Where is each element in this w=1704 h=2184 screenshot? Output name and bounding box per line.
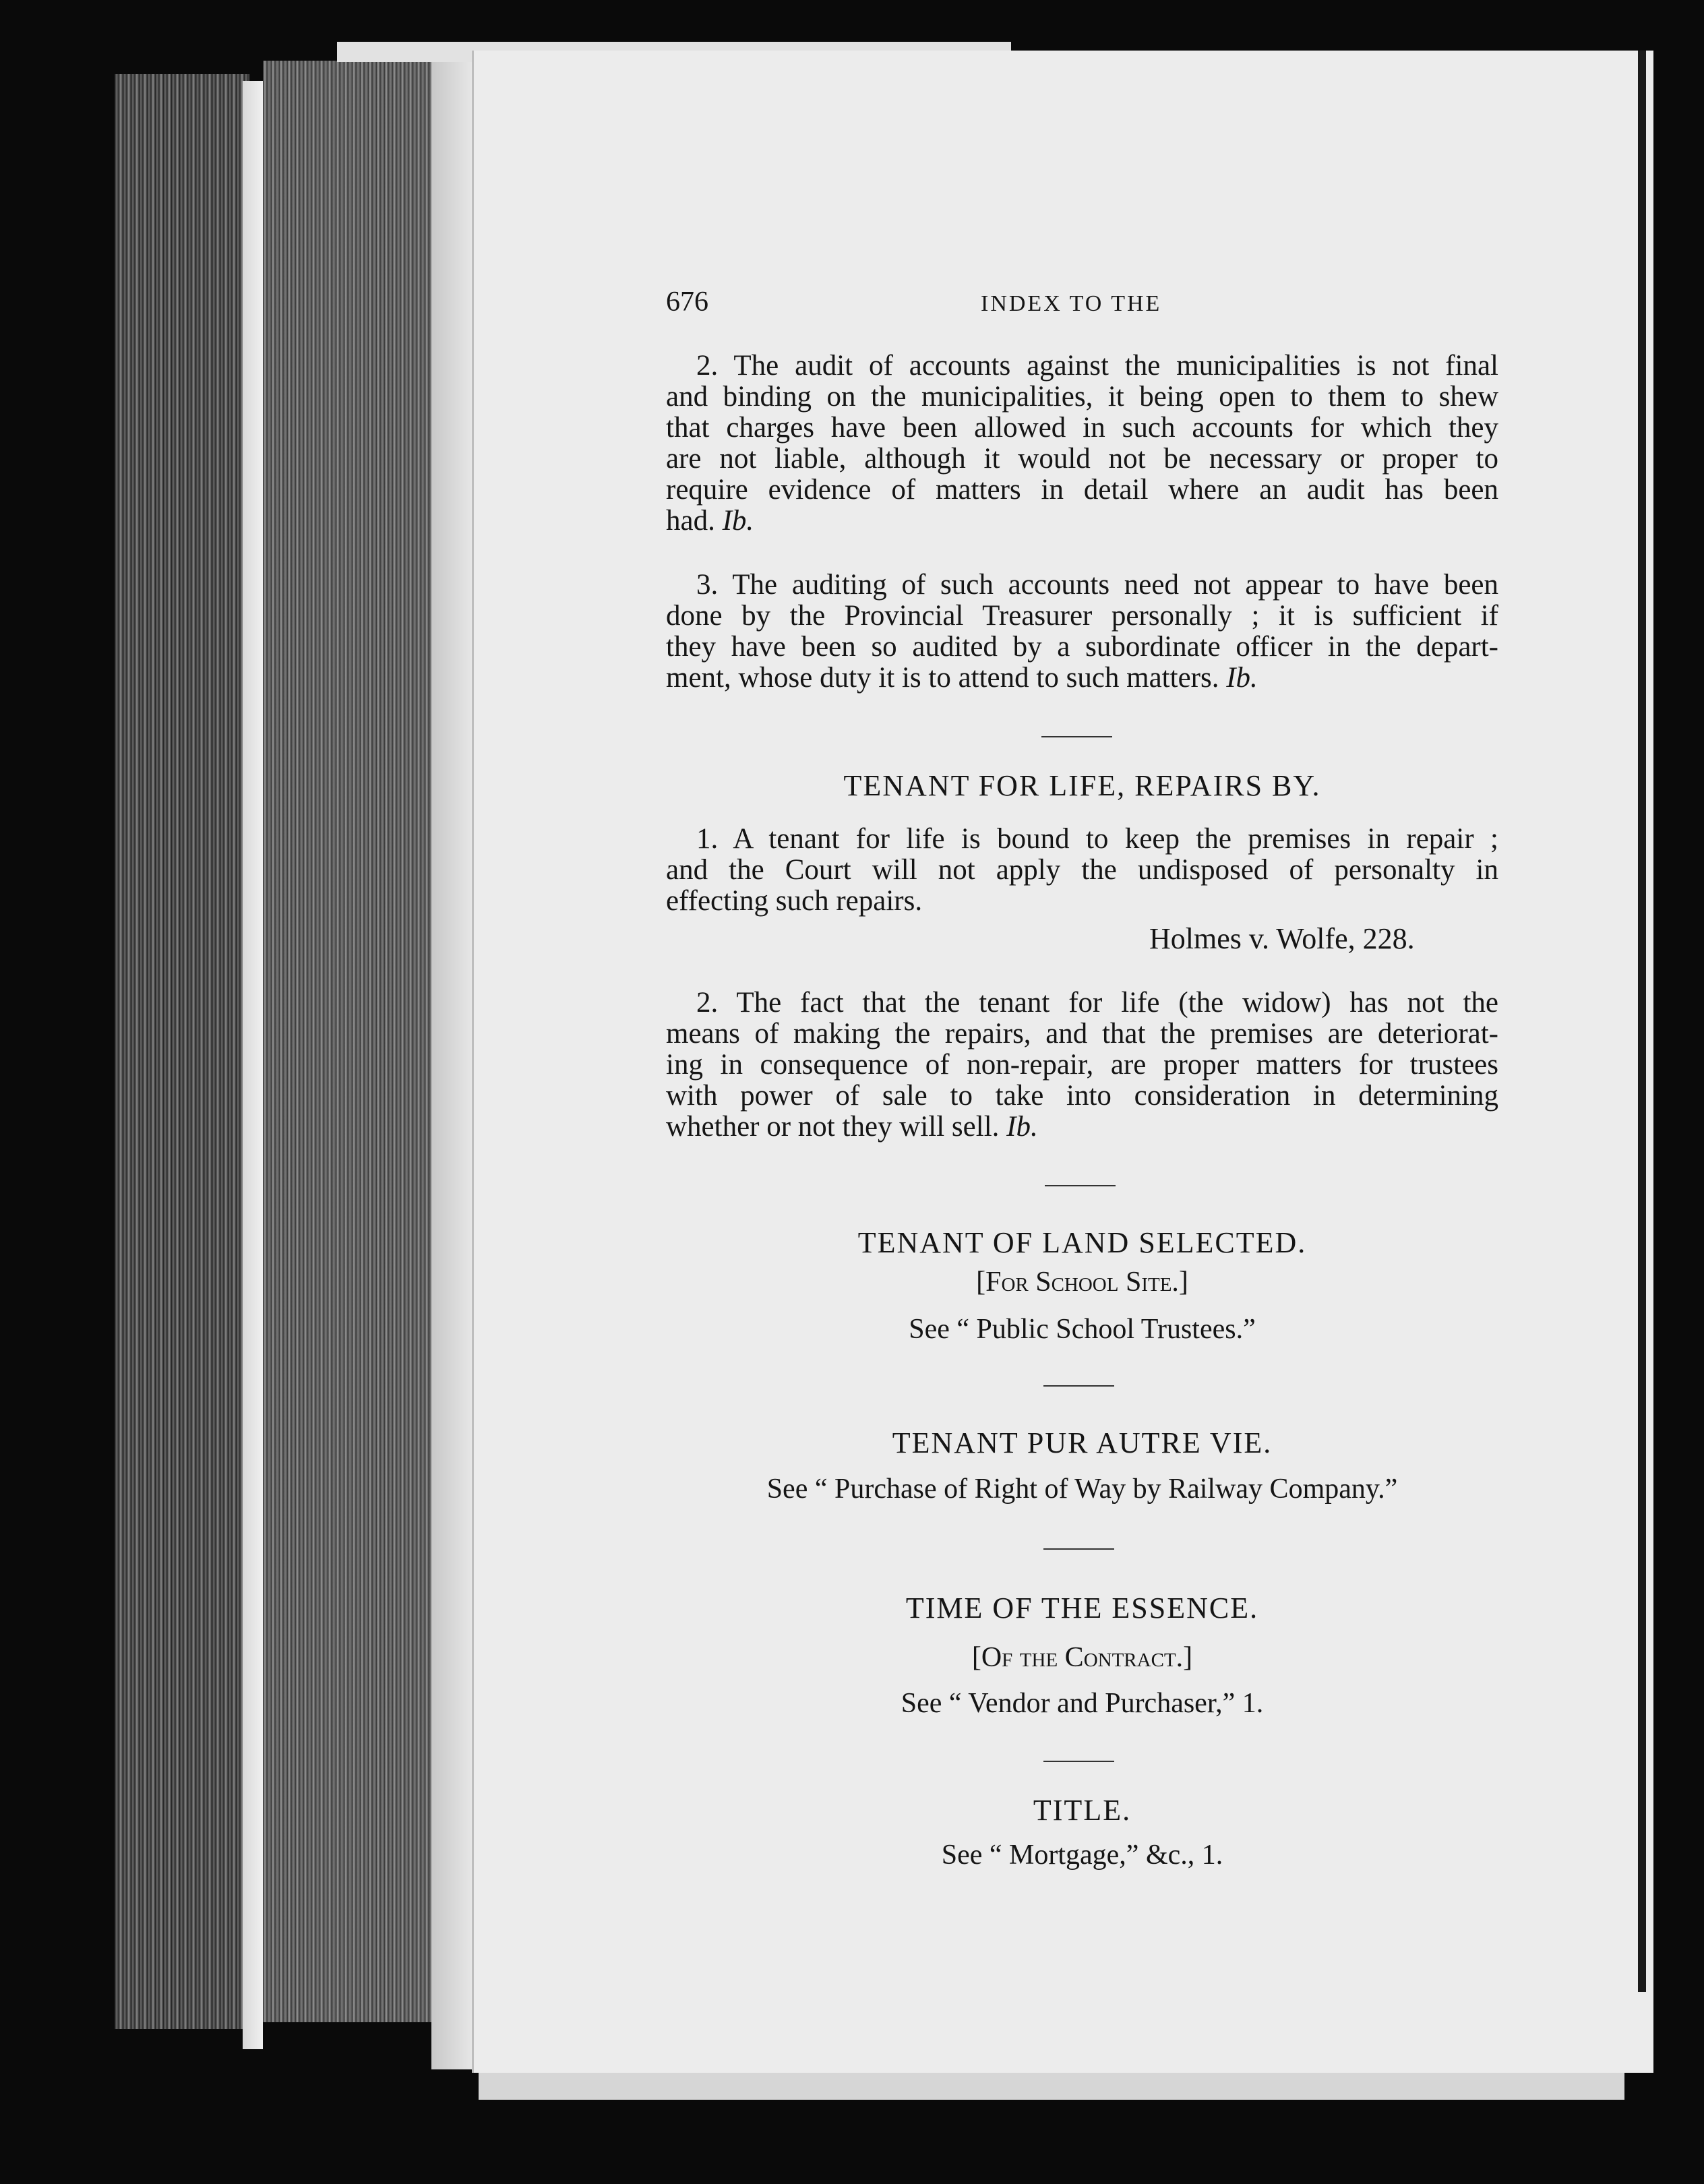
paragraph-audit-3 xyxy=(666,570,1498,694)
text-line: that charges have been allowed in such accounts for which they xyxy=(666,412,1498,444)
cross-reference: See “ Mortgage,” &c., 1. xyxy=(941,1840,1223,1871)
paragraph-audit-2 xyxy=(666,351,1498,537)
running-title: INDEX TO THE xyxy=(981,291,1162,316)
text-line: are not liable, although it would not be necessary or proper to xyxy=(666,443,1498,475)
text-line: had. Ib. xyxy=(666,505,754,537)
cross-reference: See “ Purchase of Right of Way by Railway Company.” xyxy=(766,1474,1398,1505)
text-line: effecting such repairs. xyxy=(666,885,923,917)
text-line: ment, whose duty it is to attend to such matters. Ib. xyxy=(666,662,1258,694)
text-line: and binding on the municipalities, it being open to them to shew xyxy=(666,381,1498,413)
text-line: 1. A tenant for life is bound to keep the premises in repair ; xyxy=(696,823,1498,855)
text-line: with power of sale to take into consideration in determining xyxy=(666,1080,1498,1112)
entry-heading: TENANT PUR AUTRE VIE. xyxy=(892,1426,1273,1459)
text-line: whether or not they will sell. Ib. xyxy=(666,1111,1038,1143)
entry-heading: TENANT FOR LIFE, REPAIRS BY. xyxy=(843,769,1321,802)
section-rule xyxy=(1043,1548,1114,1550)
page-bottom-strip xyxy=(479,2073,1624,2100)
text-line: and the Court will not apply the undisposed of personalty in xyxy=(666,854,1498,886)
page-number: 676 xyxy=(666,286,708,317)
text-line: done by the Provincial Treasurer personally ; it is sufficient if xyxy=(666,600,1498,632)
text-line: 2. The audit of accounts against the municipalities is not final xyxy=(696,350,1498,382)
entry-heading: TITLE. xyxy=(1033,1794,1132,1827)
text-line: require evidence of matters in detail where an audit has been xyxy=(666,474,1498,506)
section-rule xyxy=(1043,1385,1114,1387)
entry-subheading: [Of the Contract.] xyxy=(971,1642,1193,1673)
cross-reference: See “ Vendor and Purchaser,” 1. xyxy=(901,1688,1264,1719)
book-edge-gap xyxy=(243,81,263,2049)
text-line: 2. The fact that the tenant for life (the widow) has not the xyxy=(696,987,1498,1019)
section-rule xyxy=(1041,736,1112,737)
text-line: ing in consequence of non-repair, are proper matters for trustees xyxy=(666,1049,1498,1081)
book-edge-inner xyxy=(263,61,438,2022)
section-rule xyxy=(1043,1761,1114,1762)
book-edge-outer xyxy=(115,74,249,2029)
paragraph-tenant-life-2 xyxy=(666,988,1498,1143)
entry-subheading: [For School Site.] xyxy=(976,1267,1188,1298)
text-line: 3. The auditing of such accounts need not appear to have been xyxy=(696,569,1498,601)
paragraph-tenant-life-1 xyxy=(666,824,1498,917)
cross-reference: See “ Public School Trustees.” xyxy=(909,1314,1256,1345)
entry-heading: TENANT OF LAND SELECTED. xyxy=(857,1226,1307,1259)
right-border xyxy=(1638,51,1646,1992)
section-rule xyxy=(1045,1185,1116,1186)
entry-heading: TIME OF THE ESSENCE. xyxy=(905,1591,1259,1625)
case-citation: Holmes v. Wolfe, 228. xyxy=(1149,922,1415,955)
text-line: they have been so audited by a subordinate officer in the depart- xyxy=(666,631,1498,663)
text-line: means of making the repairs, and that the premises are deteriorat- xyxy=(666,1018,1498,1050)
